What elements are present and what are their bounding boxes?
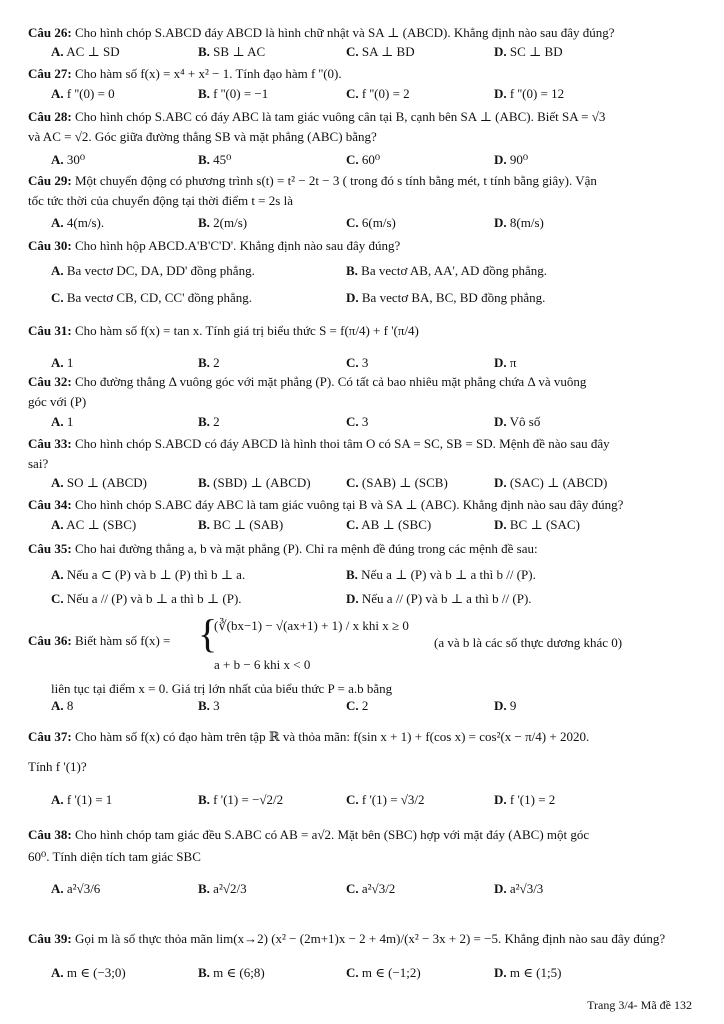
question-29-cont: tốc tức thời của chuyển động tại thời điểm t = 2s là [28,193,293,208]
options-31 [0,354,724,372]
question-27: Câu 27: Cho hàm số f(x) = x⁴ + x² − 1. Tính đạo hàm f ''(0). [28,66,342,81]
options-34 [0,516,724,534]
question-31: Câu 31: Cho hàm số f(x) = tan x. Tính giá trị biểu thức S = f(π/4) + f '(π/4) [28,323,419,338]
options-29 [0,214,724,232]
option-d: D. 9 [494,698,517,713]
option-a: A. f '(1) = 1 [51,792,113,807]
options-35-row2 [0,590,724,608]
option-a: A. f ''(0) = 0 [51,86,115,101]
option-c: C. f ''(0) = 2 [346,86,410,101]
option-c: C. 3 [346,355,369,370]
option-d: D. π [494,355,517,370]
option-c: C. (SAB) ⊥ (SCB) [346,475,448,490]
question-38: Câu 38: Cho hình chóp tam giác đều S.ABC có AB = a√2. Mặt bên (SBC) hợp với mặt đáy (ABC) một góc [28,827,590,842]
option-d: D. Nếu a // (P) và b ⊥ a thì b // (P). [346,591,532,606]
option-b: B. m ∈ (6;8) [198,965,265,980]
piece-upper: (∛(bx−1) − √(ax+1) + 1) / x khi x ≥ 0 [214,618,409,633]
option-a: A. Nếu a ⊂ (P) và b ⊥ (P) thì b ⊥ a. [51,567,246,582]
option-d: D. m ∈ (1;5) [494,965,562,980]
option-b: B. 2(m/s) [198,215,248,230]
question-36-note: (a và b là các số thực dương khác 0) [434,635,623,650]
option-a: A. 8 [51,698,74,713]
option-b: B. 2 [198,355,220,370]
piecewise-brace: { [198,611,218,656]
options-30-row2 [0,289,724,307]
option-a: A. 1 [51,355,74,370]
question-30: Câu 30: Cho hình hộp ABCD.A'B'C'D'. Khẳng định nào sau đây đúng? [28,238,401,253]
option-c: C. SA ⊥ BD [346,44,415,59]
options-39 [0,964,724,982]
question-29: Câu 29: Một chuyển động có phương trình s(t) = t² − 2t − 3 ( trong đó s tính bằng mét, t tính bằng giây). Vận [28,173,597,188]
option-d: D. 8(m/s) [494,215,544,230]
options-36 [0,697,724,715]
question-26: Câu 26: Cho hình chóp S.ABCD đáy ABCD là hình chữ nhật và SA ⊥ (ABCD). Khẳng định nào sau đây đúng? [28,25,615,40]
page-footer: Trang 3/4- Mã đề 132 [587,998,692,1012]
question-36-cont: liên tục tại điểm x = 0. Giá trị lớn nhất của biểu thức P = a.b bằng [51,681,393,696]
option-b: B. a²√2/3 [198,881,247,896]
option-c: C. 6(m/s) [346,215,396,230]
option-b: B. 45⁰ [198,152,232,167]
question-32: Câu 32: Cho đường thẳng Δ vuông góc với mặt phẳng (P). Có tất cả bao nhiêu mặt phẳng chứa Δ và vuông [28,374,587,389]
options-35-row1 [0,566,724,584]
option-d: D. SC ⊥ BD [494,44,563,59]
question-33: Câu 33: Cho hình chóp S.ABCD có đáy ABCD là hình thoi tâm O có SA = SC, SB = SD. Mệnh đề nào sau đây [28,436,610,451]
option-b: B. f ''(0) = −1 [198,86,269,101]
option-a: A. 30⁰ [51,152,86,167]
option-a: A. a²√3/6 [51,881,101,896]
option-b: B. 2 [198,414,220,429]
option-a: A. SO ⊥ (ABCD) [51,475,148,490]
question-38-cont: 60⁰. Tính diện tích tam giác SBC [28,849,201,864]
option-a: A. m ∈ (−3;0) [51,965,126,980]
options-26 [0,43,724,61]
options-33 [0,474,724,492]
question-37-cont: Tính f '(1)? [28,759,87,774]
option-c: C. 2 [346,698,369,713]
options-28 [0,151,724,169]
option-b: B. f '(1) = −√2/2 [198,792,284,807]
option-a: A. 4(m/s). [51,215,105,230]
option-d: D. Ba vectơ BA, BC, BD đồng phẳng. [346,290,546,305]
option-c: C. Ba vectơ CB, CD, CC' đồng phẳng. [51,290,252,305]
options-32 [0,413,724,431]
option-b: B. Ba vectơ AB, AA', AD đồng phẳng. [346,263,547,278]
question-36: Câu 36: Biết hàm số f(x) = [28,633,171,648]
option-d: D. BC ⊥ (SAC) [494,517,580,532]
option-a: A. 1 [51,414,74,429]
option-d: D. f '(1) = 2 [494,792,556,807]
option-d: D. (SAC) ⊥ (ABCD) [494,475,608,490]
option-c: C. AB ⊥ (SBC) [346,517,432,532]
options-38 [0,880,724,898]
option-b: B. 3 [198,698,220,713]
question-28-cont: và AC = √2. Góc giữa đường thẳng SB và mặt phẳng (ABC) bằng? [28,129,377,144]
piece-lower: a + b − 6 khi x < 0 [214,657,311,672]
option-c: C. Nếu a // (P) và b ⊥ a thì b ⊥ (P). [51,591,242,606]
option-b: B. BC ⊥ (SAB) [198,517,284,532]
question-35: Câu 35: Cho hai đường thẳng a, b và mặt phẳng (P). Chỉ ra mệnh đề đúng trong các mệnh đề sau: [28,541,538,556]
options-37 [0,791,724,809]
option-d: D. f ''(0) = 12 [494,86,565,101]
option-b: B. SB ⊥ AC [198,44,266,59]
option-c: C. m ∈ (−1;2) [346,965,421,980]
question-33-cont: sai? [28,456,49,471]
option-c: C. f '(1) = √3/2 [346,792,425,807]
question-28: Câu 28: Cho hình chóp S.ABC có đáy ABC là tam giác vuông cân tại B, cạnh bên SA ⊥ (ABC). Biết SA = √3 [28,109,606,124]
option-c: C. a²√3/2 [346,881,396,896]
option-d: D. Vô số [494,414,541,429]
options-30-row1 [0,262,724,280]
question-32-cont: góc với (P) [28,394,87,409]
option-c: C. 3 [346,414,369,429]
option-d: D. a²√3/3 [494,881,544,896]
option-b: B. (SBD) ⊥ (ABCD) [198,475,311,490]
option-d: D. 90⁰ [494,152,529,167]
option-a: A. AC ⊥ SD [51,44,120,59]
option-a: A. Ba vectơ DC, DA, DD' đồng phẳng. [51,263,255,278]
option-b: B. Nếu a ⊥ (P) và b ⊥ a thì b // (P). [346,567,536,582]
options-27 [0,85,724,103]
option-c: C. 60⁰ [346,152,381,167]
question-34: Câu 34: Cho hình chóp S.ABC đáy ABC là tam giác vuông tại B và SA ⊥ (ABC). Khẳng định nào sau đây đúng? [28,497,624,512]
question-37: Câu 37: Cho hàm số f(x) có đạo hàm trên tập ℝ và thỏa mãn: f(sin x + 1) + f(cos x) = cos²(x − π/4) + 2020. [28,729,590,744]
option-a: A. AC ⊥ (SBC) [51,517,137,532]
question-39: Câu 39: Gọi m là số thực thỏa mãn lim(x→2) (x² − (2m+1)x − 2 + 4m)/(x² − 3x + 2) = −5. Khẳng định nào sau đây đúng? [28,931,666,946]
